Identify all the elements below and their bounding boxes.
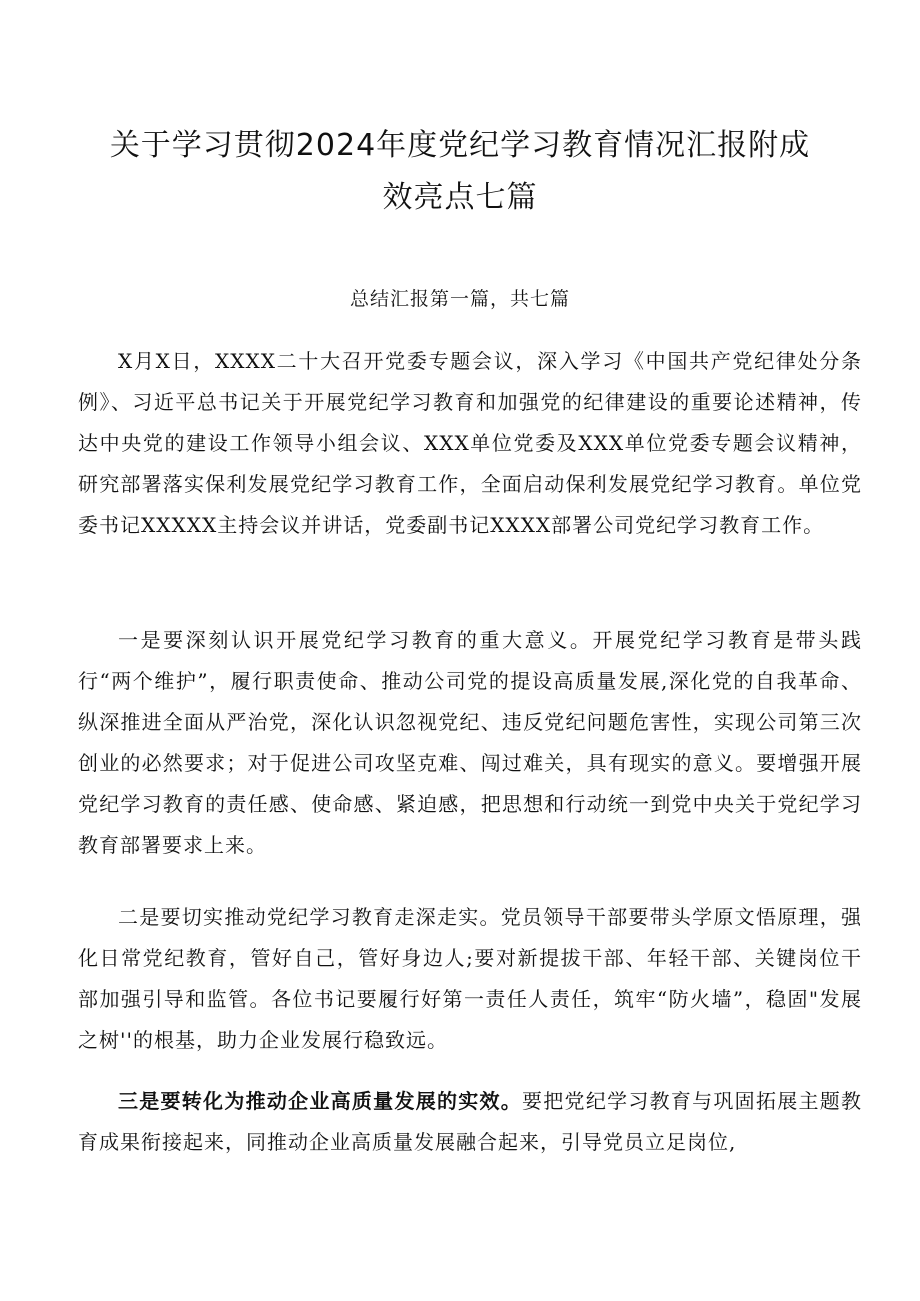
paragraph-1: X月X日，XXXX二十大召开党委专题会议，深入学习《中国共产党纪律处分条例》、习近平总书记关于开展党纪学习教育和加强党的纪律建设的重要论述精神，传达中央党的建设工作领导小组会议、XXX单位党委及XXX单位党委专题会议精神，研究部署落实保利发展党纪学习教育工作，全面启动保利发展党纪学习教育。单位党委书记XXXXX主持会议并讲话，党委副书记XXXX部署公司党纪学习教育工作。: [78, 349, 862, 537]
document-subtitle: 总结汇报第一篇，共七篇: [349, 288, 570, 310]
paragraph-4-text: 要把党纪学习教育与巩固拓展主题教育成果衔接起来，同推动企业高质量发展融合起来，引导党员立足岗位,: [78, 1089, 863, 1154]
document-title: [80, 120, 840, 224]
paragraph-3: 二是要切实推动党纪学习教育走深走实。党员领导干部要带头学原文悟原理，强化日常党纪教育，管好自己，管好身边人;要对新提拔干部、年轻干部、关键岗位干部加强引导和监管。各位书记要履行好第一责任人责任，筑牢“防火墙”，稳固"发展之树''的根基，助力企业发展行稳致远。: [78, 905, 862, 1052]
paragraph-4: [78, 1081, 862, 1163]
paragraph-4-lead: 三是要转化为推动企业高质量发展的实效。: [118, 1089, 523, 1113]
title-line-2: 效亮点七篇: [382, 180, 538, 215]
title-line-1: 关于学习贯彻2024年度党纪学习教育情况汇报附成: [109, 128, 811, 163]
paragraph-2: 一是要深刻认识开展党纪学习教育的重大意义。开展党纪学习教育是带头践行“两个维护”，履行职责使命、推动公司党的提设高质量发展,深化党的自我革命、纵深推进全面从严治党，深化认识忽视党纪、违反党纪问题危害性，实现公司第三次创业的必然要求；对于促进公司攻坚克难、闯过难关，具有现实的意义。要增强开展党纪学习教育的责任感、使命感、紧迫感，把思想和行动统一到党中央关于党纪学习教育部署要求上来。: [78, 628, 862, 857]
